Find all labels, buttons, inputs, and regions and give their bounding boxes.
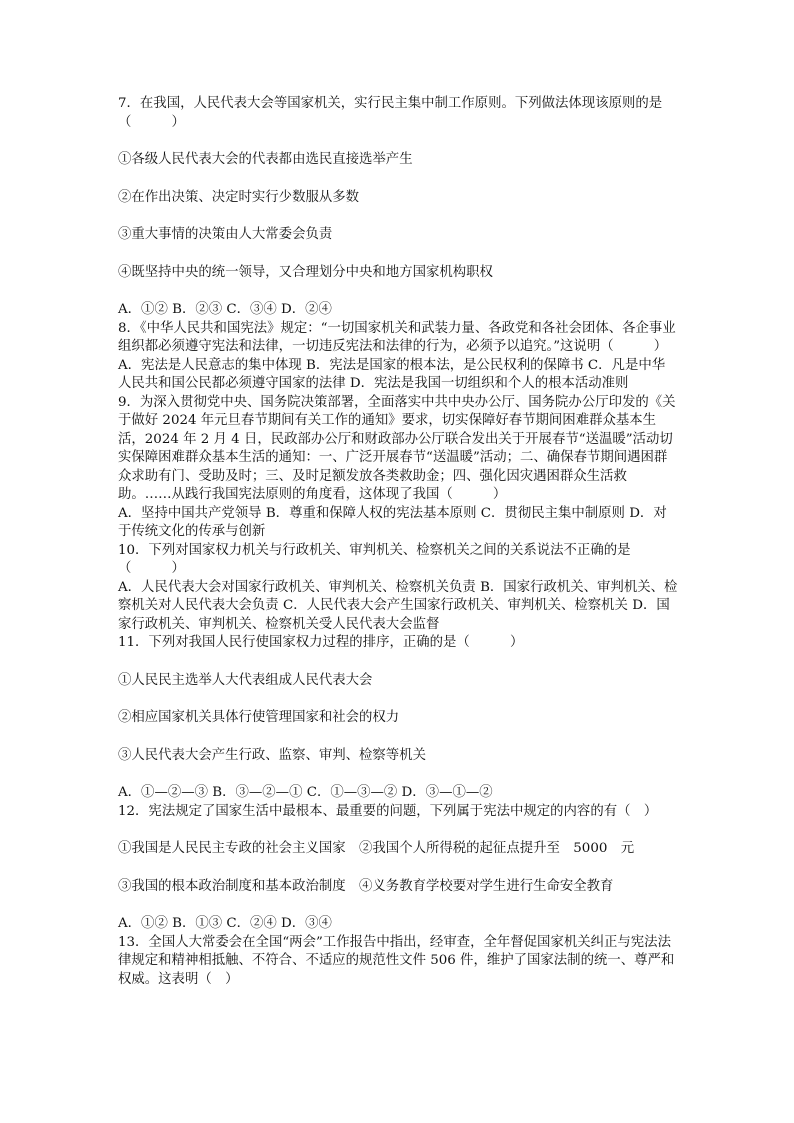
question-7-options: A．①② B．②③ C．③④ D．②④ bbox=[118, 302, 332, 317]
question-12-options: A．①② B．①③ C．②④ D．③④ bbox=[118, 916, 332, 931]
question-10-options: A．人民代表大会对国家行政机关、审判机关、检察机关负责 B．国家行政机关、审判机关、检察机关对人民代表大会负责 C．人民代表大会产生国家行政机关、审判机关、检察机关 D．国家行政机关、审判机关、检察机关受人民代表大会监督 bbox=[118, 579, 678, 632]
question-7-item: ③重大事情的决策由人大常委会负责 bbox=[118, 227, 333, 242]
question-8-options: A．宪法是人民意志的集中体现 B．宪法是国家的根本法，是公民权利的保障书 C．凡是中华人民共和国公民都必须遵守国家的法律 D．宪法是我国一切组织和个人的根本活动准则 bbox=[118, 357, 666, 391]
question-8-stem: 8．《中华人民共和国宪法》规定：“一切国家机关和武装力量、各政党和各社会团体、各企事业组织都必须遵守宪法和法律，一切违反宪法和法律的行为，必须予以追究。”这说明（ ） bbox=[118, 320, 676, 354]
question-12-item: ③我国的根本政治制度和基本政治制度 ④义务教育学校要对学生进行生命安全教育 bbox=[118, 878, 614, 894]
question-11-options: A．①—②—③ B．③—②—① C．①—③—② D．③—①—② bbox=[118, 785, 493, 800]
exam-page bbox=[118, 95, 678, 989]
question-13-stem: 13．全国人大常委会在全国“两会”工作报告中指出，经审查，全年督促国家机关纠正与宪法法律规定和精神相抵触、不符合、不适应的规范性文件 506 件，维护了国家法制的统一、尊严和权威。这表明（ ） bbox=[118, 934, 675, 987]
question-11-stem: 11．下列对我国人民行使国家权力过程的排序，正确的是（ ） bbox=[118, 635, 524, 650]
question-12-stem: 12．宪法规定了国家生活中最根本、最重要的问题，下列属于宪法中规定的内容的有（ ） bbox=[118, 803, 658, 819]
question-11-item: ①人民民主选举人大代表组成人民代表大会 bbox=[118, 672, 373, 688]
question-7-item: ②在作出决策、决定时实行少数服从多数 bbox=[118, 189, 360, 205]
question-12-item: ①我国是人民民主专政的社会主义国家 ②我国个人所得税的起征点提升至 5000 元 bbox=[118, 841, 635, 856]
question-7-stem: 7．在我国，人民代表大会等国家机关，实行民主集中制工作原则。下列做法体现该原则的是（ ） bbox=[118, 96, 663, 130]
question-9-options: A．坚持中国共产党领导 B．尊重和保障人权的宪法基本原则 C．贯彻民主集中制原则 D．对于传统文化的传承与创新 bbox=[118, 505, 667, 539]
question-11-item: ②相应国家机关具体行使管理国家和社会的权力 bbox=[118, 710, 400, 725]
question-7-item: ①各级人民代表大会的代表都由选民直接选举产生 bbox=[118, 152, 413, 167]
question-7-item: ④既坚持中央的统一领导，又合理划分中央和地方国家机构职权 bbox=[118, 264, 493, 280]
question-11-item: ③人民代表大会产生行政、监察、审判、检察等机关 bbox=[118, 747, 426, 763]
question-10-stem: 10．下列对国家权力机关与行政机关、审判机关、检察机关之间的关系说法不正确的是（ ） bbox=[118, 542, 631, 576]
question-9-stem: 9．为深入贯彻党中央、国务院决策部署，全面落实中共中央办公厅、国务院办公厅印发的《关于做好 2024 年元旦春节期间有关工作的通知》要求，切实保障好春节期间困难群众基本生活，2024 年 2 月 4 日，民政部办公厅和财政部办公厅联合发出关于开展春节“送温暖”活动切实保障困难群众基本生活的通知：一、广泛开展春节“送温暖”活动；二、确保春节期间遇困群众求助有门、受助及时；三、及时足额发放各类救助金；四、强化因灾遇困群众生活救助。……从践行我国宪法原则的角度看，这体现了我国（ ） bbox=[118, 394, 676, 502]
